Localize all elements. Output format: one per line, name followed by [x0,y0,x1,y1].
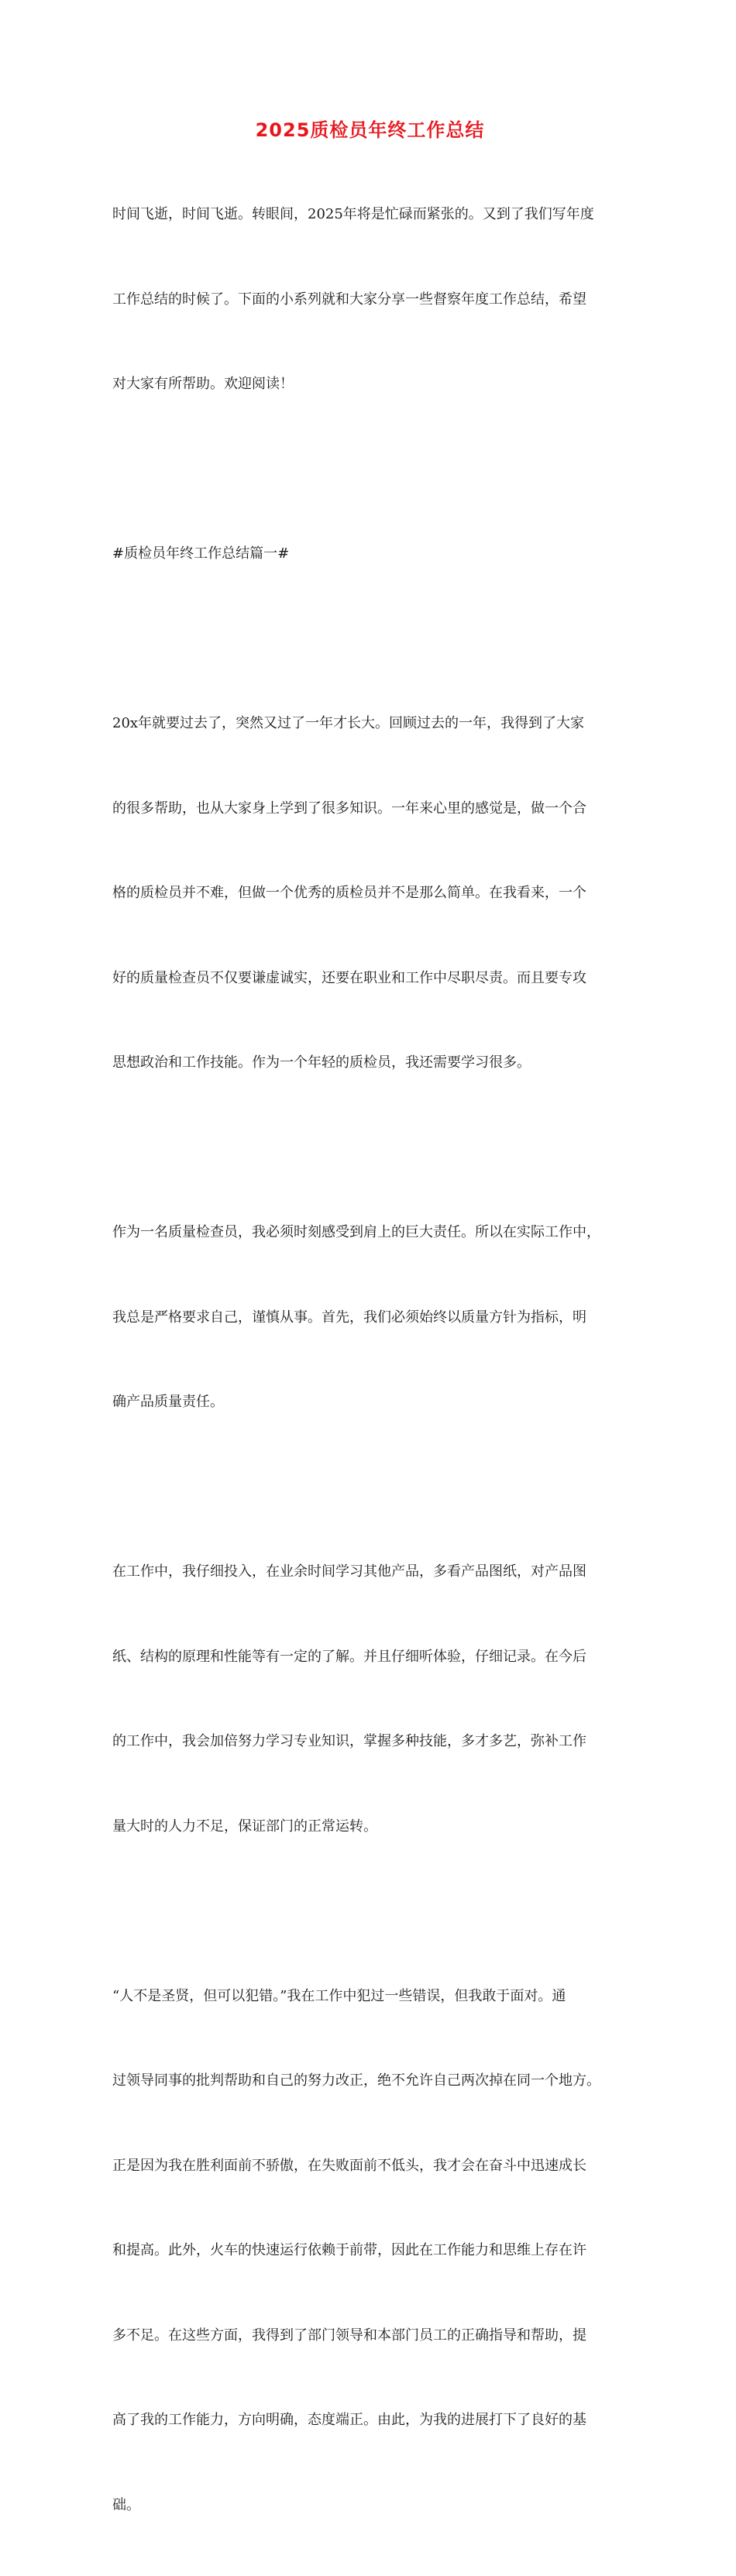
text-line: 的工作中，我会加倍努力学习专业知识，掌握多种技能，多才多艺，弥补工作 [112,1728,628,1756]
document-title: 2025质检员年终工作总结 [112,116,628,144]
paragraph-4 [112,1926,628,2576]
text-line: 高了我的工作能力，方向明确，态度端正。由此，为我的进展打下了良好的基 [112,2406,628,2435]
text-line: 多不足。在这些方面，我得到了部门领导和本部门员工的正确指导和帮助，提 [112,2322,628,2351]
text-line: 时间飞逝，时间飞逝。转眼间，2025年将是忙碌而紧张的。又到了我们写年度 [112,201,628,229]
text-line: 量大时的人力不足，保证部门的正常运转。 [112,1813,628,1842]
text-line: 思想政治和工作技能。作为一个年轻的质检员，我还需要学习很多。 [112,1049,628,1078]
text-line: 和提高。此外，火车的快速运行依赖于前带，因此在工作能力和思维上存在许 [112,2237,628,2265]
text-line: 对大家有所帮助。欢迎阅读！ [112,370,628,399]
paragraph-intro [112,144,628,456]
text-line: 的很多帮助，也从大家身上学到了很多知识。一年来心里的感觉是，做一个合 [112,795,628,824]
text-line: 正是因为我在胜利面前不骄傲，在失败面前不低头，我才会在奋斗中迅速成长 [112,2152,628,2181]
text-line: 我总是严格要求自己，谨慎从事。首先，我们必须始终以质量方针为指标，明 [112,1304,628,1333]
text-line: “人不是圣贤，但可以犯错。”我在工作中犯过一些错误，但我敢于面对。通 [112,1983,628,2011]
document-page [112,116,628,2576]
text-line: 确产品质量责任。 [112,1388,628,1417]
text-line: 在工作中，我仔细投入，在业余时间学习其他产品，多看产品图纸，对产品图 [112,1558,628,1587]
paragraph-2 [112,1162,628,1474]
text-line: 格的质检员并不难，但做一个优秀的质检员并不是那么简单。在我看来，一个 [112,879,628,908]
text-line: 作为一名质量检查员，我必须时刻感受到肩上的巨大责任。所以在实际工作中， [112,1219,628,1247]
text-line: 好的质量检查员不仅要谦虚诚实，还要在职业和工作中尽职尽责。而且要专攻 [112,965,628,993]
text-line: #质检员年终工作总结篇一# [112,540,628,569]
text-line: 20x年就要过去了，突然又过了一年才长大。回顾过去的一年，我得到了大家 [112,710,628,738]
section-heading [112,483,628,625]
text-line: 础。 [112,2492,628,2520]
text-line: 工作总结的时候了。下面的小系列就和大家分享一些督察年度工作总结，希望 [112,286,628,315]
text-line: 过领导同事的批判帮助和自己的努力改正，绝不允许自己两次掉在同一个地方。 [112,2067,628,2096]
paragraph-3 [112,1501,628,1897]
paragraph-1 [112,653,628,1134]
text-line: 纸、结构的原理和性能等有一定的了解。并且仔细听体验，仔细记录。在今后 [112,1643,628,1672]
